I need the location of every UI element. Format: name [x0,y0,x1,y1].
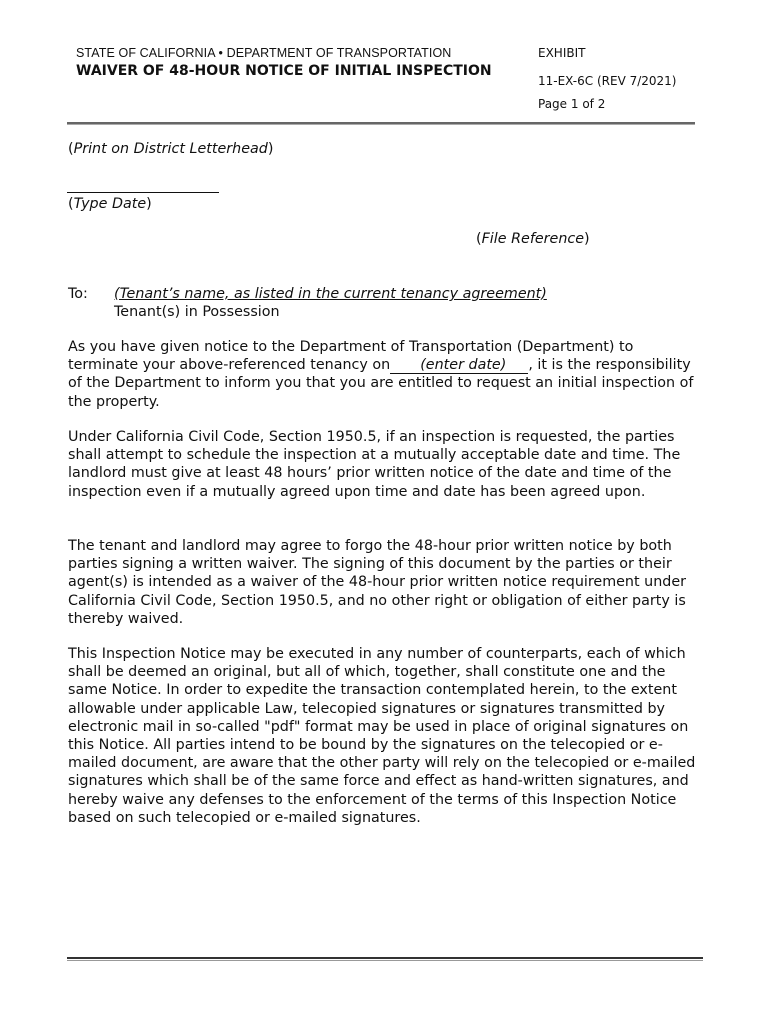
header-divider [67,122,695,125]
exhibit-label: EXHIBIT [538,46,586,60]
header-right [538,46,677,120]
date-signature-line [67,192,219,193]
footer-divider [67,957,703,961]
paragraph-4: This Inspection Notice may be executed in any number of counterparts, each of which shall be deemed an original, but all of which, together, shall constitute one and the same Notice. In order to expedite the transaction contemplated herein, to the extent allowable under applicable Law, telecopied signatures or signatures transmitted by electronic mail in so-called "pdf" format may be used in place of original signatures on this Notice. All parties intend to be bound by the signatures on the telecopied or e-mailed document, are aware that the other party will rely on the telecopied or e-mailed signatures which shall be of the same force and effect as hand-written signatures, and hereby waive any defenses to the enforcement of the terms of this Inspection Notice based on such telecopied or e-mailed signatures. [68,646,696,826]
paragraph-3: The tenant and landlord may agree to forgo the 48-hour prior written notice by both parties signing a written waiver. The signing of this document by the parties or their agent(s) is intended as a waiver of the 48-hour prior written notice requirement under California Civil Code, Section 1950.5, and no other right or obligation of either party is thereby waived. [68,538,687,627]
tenant-in-possession: Tenant(s) in Possession [114,304,280,320]
form-title: WAIVER OF 48-HOUR NOTICE OF INITIAL INSPECTION [76,63,492,79]
tenant-name-placeholder: (Tenant’s name, as listed in the current tenancy agreement) [114,286,547,302]
letterhead-note: (Print on District Letterhead) [68,141,274,157]
page-number: Page 1 of 2 [538,97,606,111]
enter-date-field: (enter date) [390,357,528,374]
paragraph-2: Under California Civil Code, Section 1950.5, if an inspection is requested, the parties shall attempt to schedule the inspection at a mutually acceptable date and time. The landlord must give at least 48 hours’ prior written notice of the date and time of the inspection even if a mutually agreed upon time and date has been agreed upon. [68,429,681,500]
type-date-label: (Type Date) [68,196,152,212]
to-label: To: [68,286,88,302]
file-reference-label: (File Reference) [476,231,590,247]
paragraph-1: As you have given notice to the Department of Transportation (Department) to terminate your above-referenced tenancy on (enter date) , it is the responsibility of the Department to inform you that you are entitled to request an initial inspection of the property. [68,339,694,410]
form-number: 11-EX-6C (REV 7/2021) [538,74,677,88]
agency-name: STATE OF CALIFORNIA • DEPARTMENT OF TRANSPORTATION [76,46,452,60]
header-left [76,46,516,80]
